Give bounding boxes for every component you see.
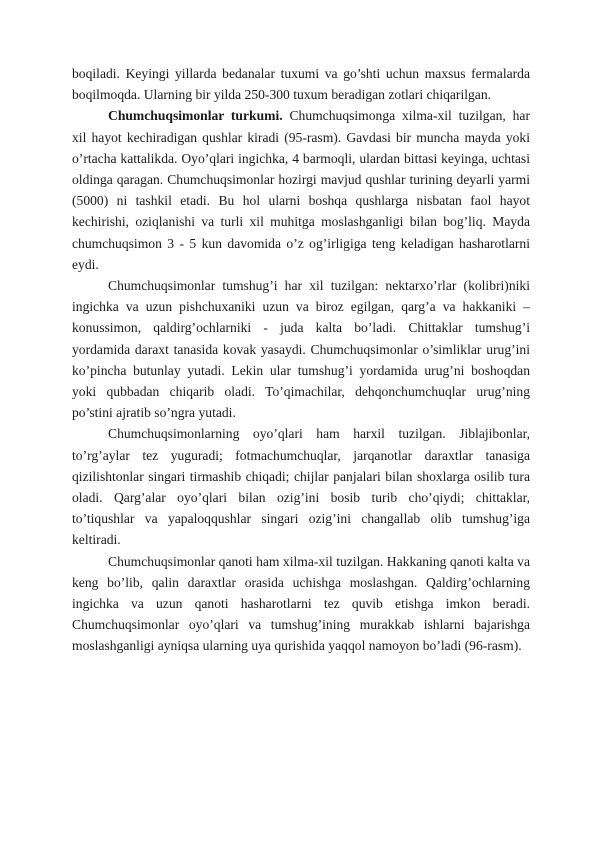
paragraph-legs <box>72 423 530 550</box>
paragraph-text: Chumchuqsimonlar tumshug’i har xil tuzilgan: nektarxo’rlar (kolibri)niki ingichka va uzun pishchuxaniki uzun va biroz egilgan, qarg’a va hakkaniki – konussimon, qaldirg’ochlarniki - juda kalta bo’ladi. Chittaklar tumshug’i yordamida daraxt tanasida kovak yasaydi. Chumchuqsimonlar o’simliklar urug’ini ko’pincha butunlay yutadi. Lekin ular tumshug’i yordamida urug’ni boshoqdan yoki qubbadan chiqarib oladi. To’qimachilar, dehqonchumchuqlar urug’ning po’stini ajratib so’ngra yutadi. <box>72 278 530 421</box>
paragraph-continuation <box>72 63 530 105</box>
paragraph-order-intro <box>72 105 530 275</box>
paragraph-text: boqiladi. Keyingi yillarda bedanalar tuxumi va go’shti uchun maxsus fermalarda boqilmoqda. Ularning bir yilda 250-300 tuxum beradigan zotlari chiqarilgan. <box>72 66 530 103</box>
paragraph-text: Chumchuqsimonlarning oyo’qlari ham harxil tuzilgan. Jiblajibonlar, to’rg’aylar tez yuguradi; fotmachumchuqlar, jarqanotlar daraxtlar tanasiga qizilishtonlar singari tirmashib chiqadi; chijlar panjalari bilan shoxlarga osilib tura oladi. Qarg’alar oyo’qlari bilan ozig’ini bosib turib cho’qiydi; chittaklar, to’tiqushlar va yapaloqqushlar singari ozig’ini changallab olib tumshug’iga keltiradi. <box>72 426 530 548</box>
paragraph-text: Chumchuqsimonga xilma-xil tuzilgan, har xil hayot kechiradigan qushlar kiradi (95-rasm). Gavdasi bir muncha mayda yoki o’rtacha kattalikda. Oyo’qlari ingichka, 4 barmoqli, ulardan bittasi keyinga, uchtasi oldinga qaragan. Chumchuqsimonlar hozirgi mavjud qushlar turining deyarli yarmi (5000) ni tashkil etadi. Bu hol ularni boshqa qushlarga nisbatan faol hayot kechirishi, oziqlanishi va turli xil muhitga moslashganligi bilan bog’liq. Mayda chumchuqsimon 3 - 5 kun davomida o’z og’irligiga teng keladigan hasharotlarni eydi. <box>72 108 530 272</box>
paragraph-wings <box>72 551 530 657</box>
paragraph-text: Chumchuqsimonlar qanoti ham xilma-xil tuzilgan. Hakkaning qanoti kalta va keng bo’lib, qalin daraxtlar orasida uchishga moslashgan. Qaldirg’ochlarning ingichka va uzun qanoti hasharotlarni tez quvib etishga imkon beradi. Chumchuqsimonlar oyo’qlari va tumshug’ining murakkab ishlarni bajarishga moslashganligi ayniqsa ularning uya qurishida yaqqol namoyon bo’ladi (96-rasm). <box>72 553 530 654</box>
document-page <box>72 63 530 657</box>
section-heading: Chumchuqsimonlar turkumi. <box>108 108 283 124</box>
paragraph-beak <box>72 275 530 423</box>
